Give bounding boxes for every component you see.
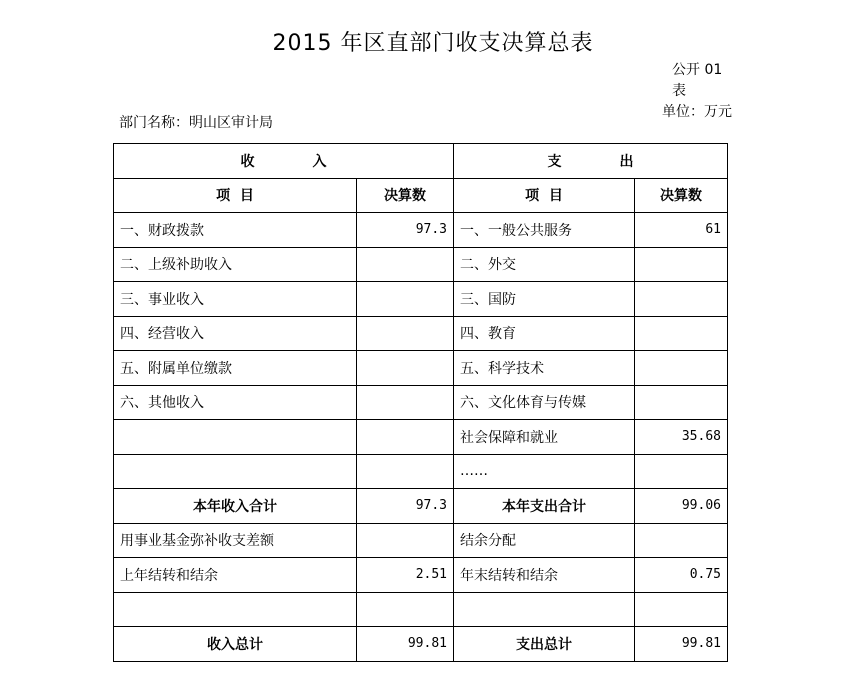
income-amount-cell [357, 351, 454, 386]
expense-item-cell: 结余分配 [454, 523, 635, 558]
expense-item-header: 项 目 [454, 178, 635, 213]
table-row [114, 420, 728, 455]
income-amount-cell [357, 316, 454, 351]
budget-table [113, 143, 728, 662]
income-item-cell: 二、上级补助收入 [114, 247, 357, 282]
income-amount-cell: 99.81 [357, 627, 454, 662]
expense-item-cell: 本年支出合计 [454, 489, 635, 524]
income-item-cell: 一、财政拨款 [114, 213, 357, 248]
expense-amount-cell: 61 [635, 213, 728, 248]
income-amount-cell [357, 523, 454, 558]
income-item-cell: 四、经营收入 [114, 316, 357, 351]
expense-amount-cell: 99.06 [635, 489, 728, 524]
income-amount-header: 决算数 [357, 178, 454, 213]
table-row [114, 316, 728, 351]
income-amount-cell [357, 247, 454, 282]
income-amount-cell [357, 454, 454, 489]
table-row [114, 592, 728, 627]
expense-amount-header: 决算数 [635, 178, 728, 213]
table-row [114, 282, 728, 317]
table-row [114, 558, 728, 593]
income-amount-cell: 2.51 [357, 558, 454, 593]
department-name: 部门名称：明山区审计局 [119, 115, 273, 131]
table-row [114, 523, 728, 558]
income-amount-cell [357, 592, 454, 627]
expense-item-cell [454, 592, 635, 627]
table-row [114, 213, 728, 248]
income-amount-cell: 97.3 [357, 489, 454, 524]
expense-item-cell: 一、一般公共服务 [454, 213, 635, 248]
expense-amount-cell [635, 351, 728, 386]
expense-item-cell: 三、国防 [454, 282, 635, 317]
column-header-row [114, 178, 728, 213]
expense-amount-cell [635, 454, 728, 489]
income-amount-cell: 97.3 [357, 213, 454, 248]
income-item-cell: 上年结转和结余 [114, 558, 357, 593]
expense-item-cell: 六、文化体育与传媒 [454, 385, 635, 420]
expense-amount-cell [635, 316, 728, 351]
income-item-cell [114, 454, 357, 489]
income-item-cell: 用事业基金弥补收支差额 [114, 523, 357, 558]
table-row [114, 351, 728, 386]
expense-item-cell: 支出总计 [454, 627, 635, 662]
expense-amount-cell [635, 247, 728, 282]
expense-item-cell: …… [454, 454, 635, 489]
income-item-cell: 五、附属单位缴款 [114, 351, 357, 386]
table-row [114, 489, 728, 524]
expense-amount-cell: 99.81 [635, 627, 728, 662]
table-row [114, 247, 728, 282]
income-item-cell: 本年收入合计 [114, 489, 357, 524]
income-item-cell: 三、事业收入 [114, 282, 357, 317]
form-number: 公开 01 表 [672, 62, 723, 99]
income-item-cell [114, 592, 357, 627]
expense-section-header: 支出 [454, 144, 728, 179]
expense-item-cell: 年末结转和结余 [454, 558, 635, 593]
income-section-header: 收入 [114, 144, 454, 179]
expense-item-cell: 五、科学技术 [454, 351, 635, 386]
expense-item-cell: 社会保障和就业 [454, 420, 635, 455]
income-item-cell [114, 420, 357, 455]
expense-amount-cell [635, 523, 728, 558]
table-row [114, 454, 728, 489]
income-amount-cell [357, 282, 454, 317]
expense-amount-cell [635, 282, 728, 317]
income-item-cell: 六、其他收入 [114, 385, 357, 420]
expense-amount-cell: 35.68 [635, 420, 728, 455]
expense-amount-cell [635, 385, 728, 420]
page-title: 2015 年区直部门收支决算总表 [272, 31, 594, 56]
table-row [114, 385, 728, 420]
expense-item-cell: 二、外交 [454, 247, 635, 282]
income-amount-cell [357, 385, 454, 420]
income-item-cell: 收入总计 [114, 627, 357, 662]
expense-amount-cell [635, 592, 728, 627]
table-row [114, 627, 728, 662]
expense-item-cell: 四、教育 [454, 316, 635, 351]
expense-amount-cell: 0.75 [635, 558, 728, 593]
income-amount-cell [357, 420, 454, 455]
unit-label: 单位：万元 [662, 104, 732, 120]
income-item-header: 项 目 [114, 178, 357, 213]
section-header-row [114, 144, 728, 179]
